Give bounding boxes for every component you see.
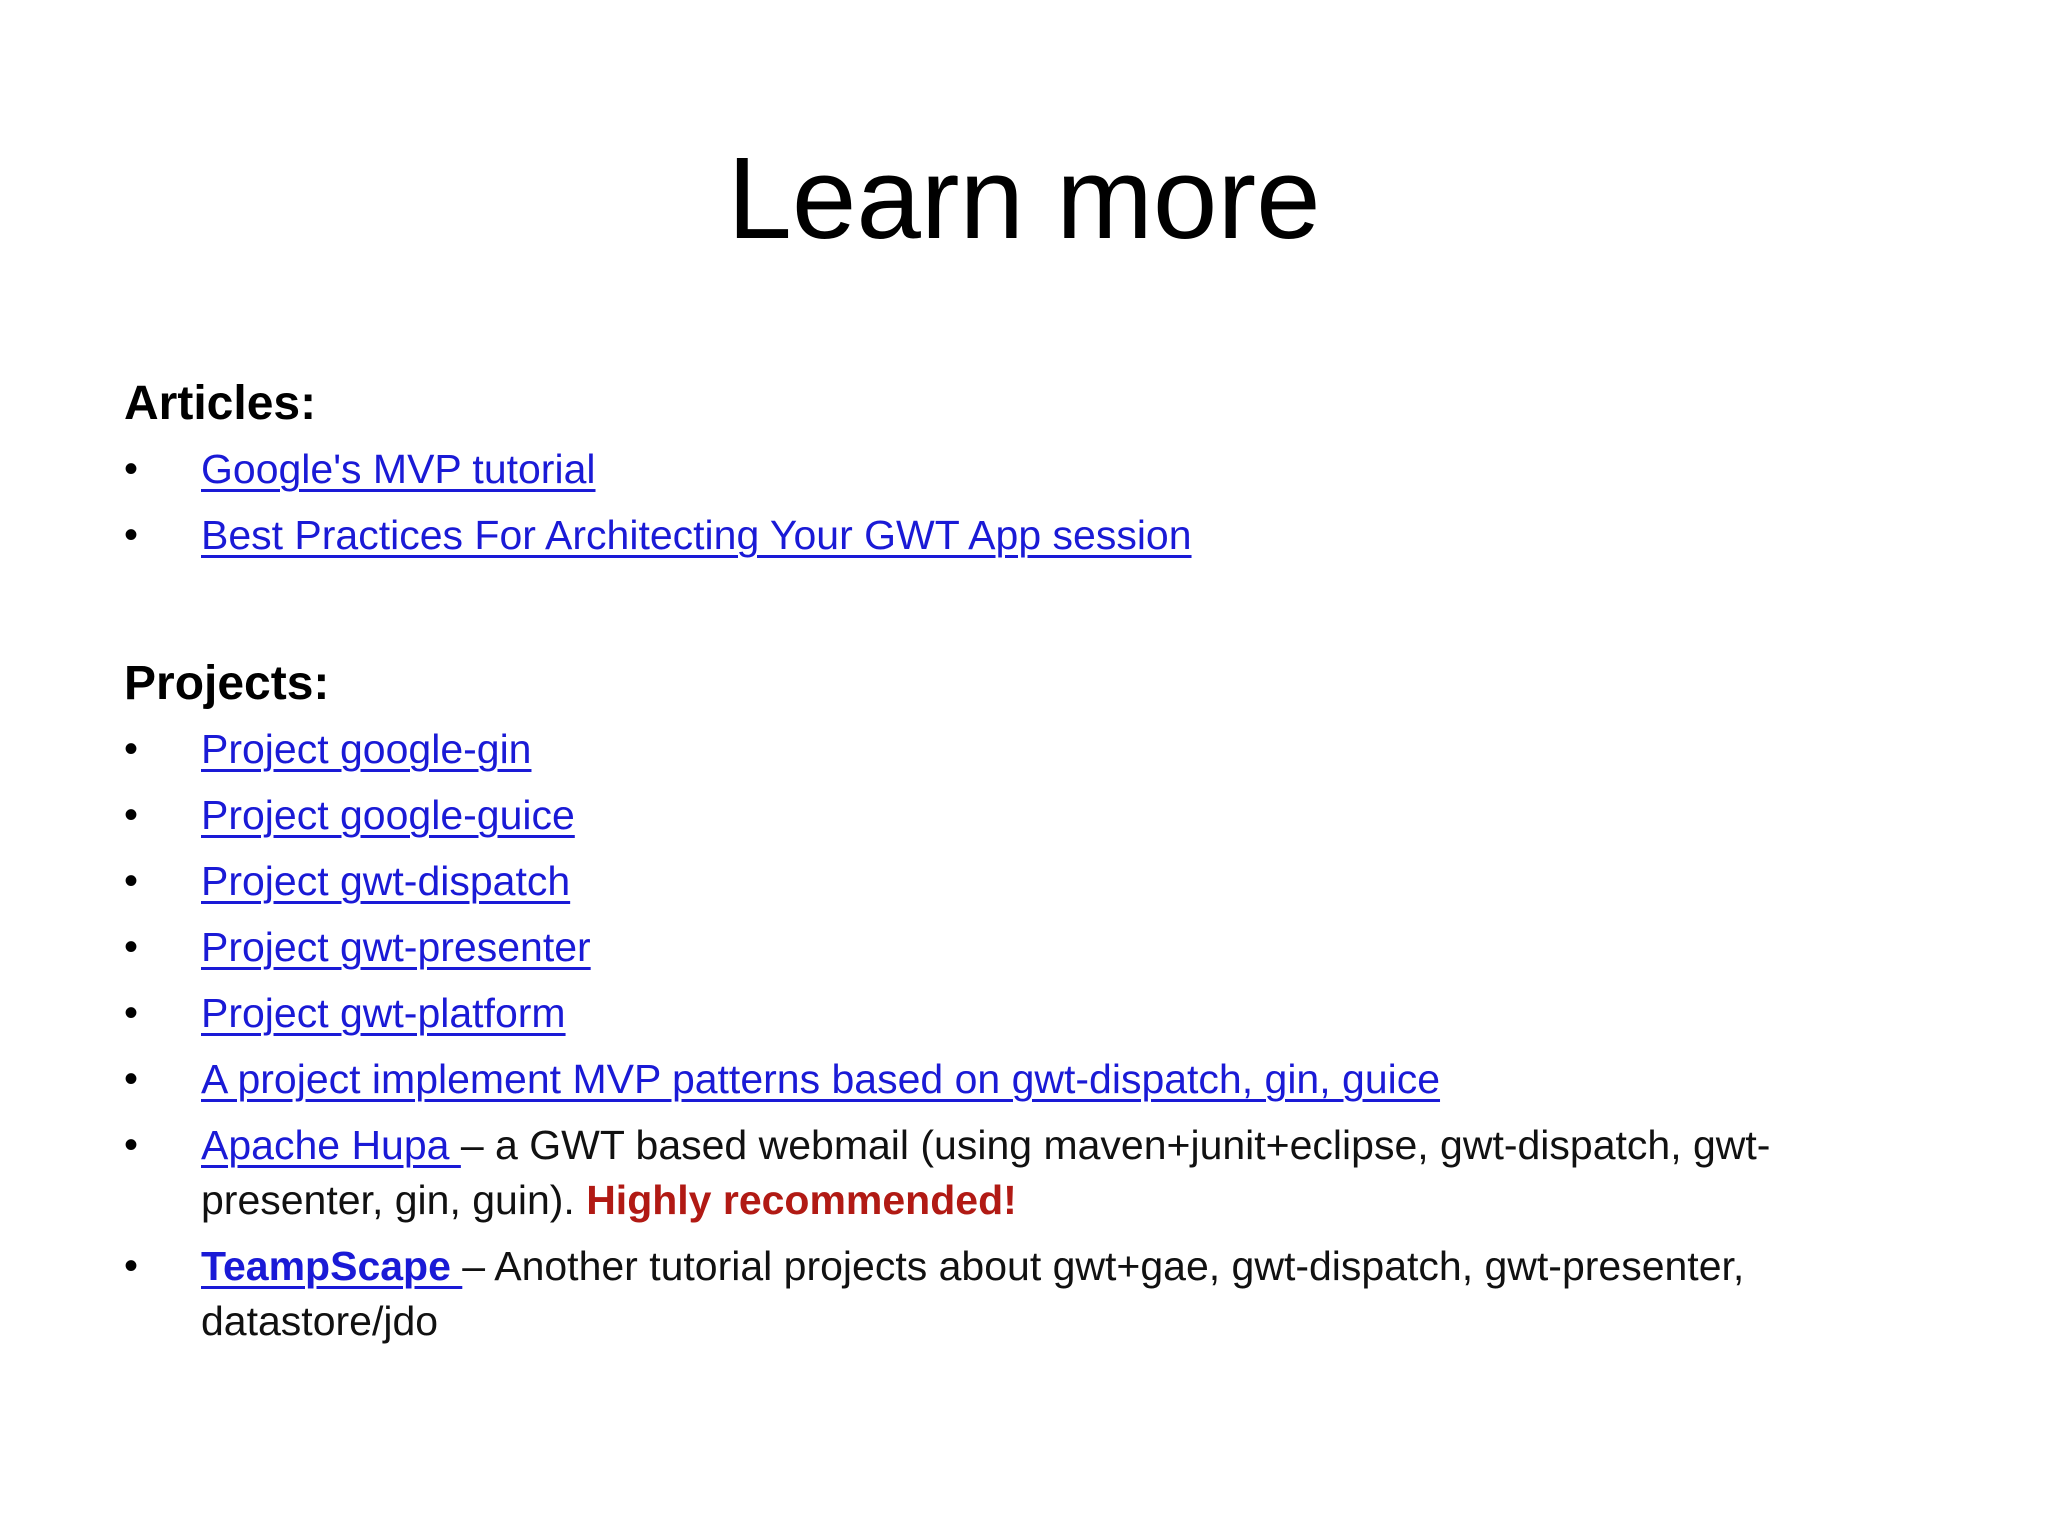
articles-heading: Articles: [124, 377, 317, 430]
recommendation-note: Highly recommended! [586, 1177, 1017, 1223]
bullet-icon: • [124, 513, 139, 557]
list-item [124, 986, 1824, 1041]
teampscape-description: – Another tutorial projects about gwt+gae, gwt-dispatch, gwt-presenter, datastore/jdo [201, 1243, 1745, 1344]
link-apache-hupa[interactable]: Apache Hupa [201, 1122, 461, 1168]
list-item [124, 1239, 1824, 1349]
link-project-google-gin[interactable]: Project google-gin [201, 726, 532, 772]
list-item [124, 854, 1824, 909]
slide-title: Learn more [727, 133, 1321, 263]
list-item [124, 1052, 1824, 1107]
bullet-icon: • [124, 1123, 139, 1167]
projects-heading: Projects: [124, 657, 330, 710]
bullet-icon: • [124, 727, 139, 771]
bullet-icon: • [124, 793, 139, 837]
link-project-gwt-platform[interactable]: Project gwt-platform [201, 990, 566, 1036]
list-item [124, 1118, 1824, 1228]
bullet-icon: • [124, 925, 139, 969]
link-project-gwt-dispatch[interactable]: Project gwt-dispatch [201, 858, 571, 904]
list-item [124, 442, 1824, 497]
articles-list [124, 442, 1824, 563]
list-item [124, 508, 1824, 563]
list-item [124, 722, 1824, 777]
bullet-icon: • [124, 859, 139, 903]
link-best-practices-session[interactable]: Best Practices For Architecting Your GWT App session [201, 512, 1192, 558]
link-mvp-patterns-project[interactable]: A project implement MVP patterns based on gwt-dispatch, gin, guice [201, 1056, 1441, 1102]
apache-hupa-description: – a GWT based webmail (using maven+junit+eclipse, gwt-dispatch, gwt-presenter, gin, guin). [201, 1122, 1771, 1223]
link-teampscape[interactable]: TeampScape [201, 1243, 463, 1289]
list-item [124, 920, 1824, 975]
bullet-icon: • [124, 991, 139, 1035]
projects-list [124, 722, 1824, 1349]
articles-section [124, 372, 1824, 574]
bullet-icon: • [124, 1244, 139, 1288]
link-project-google-guice[interactable]: Project google-guice [201, 792, 575, 838]
list-item [124, 788, 1824, 843]
link-project-gwt-presenter[interactable]: Project gwt-presenter [201, 924, 591, 970]
bullet-icon: • [124, 447, 139, 491]
link-google-mvp-tutorial[interactable]: Google's MVP tutorial [201, 446, 596, 492]
bullet-icon: • [124, 1057, 139, 1101]
projects-section [124, 652, 1824, 1360]
